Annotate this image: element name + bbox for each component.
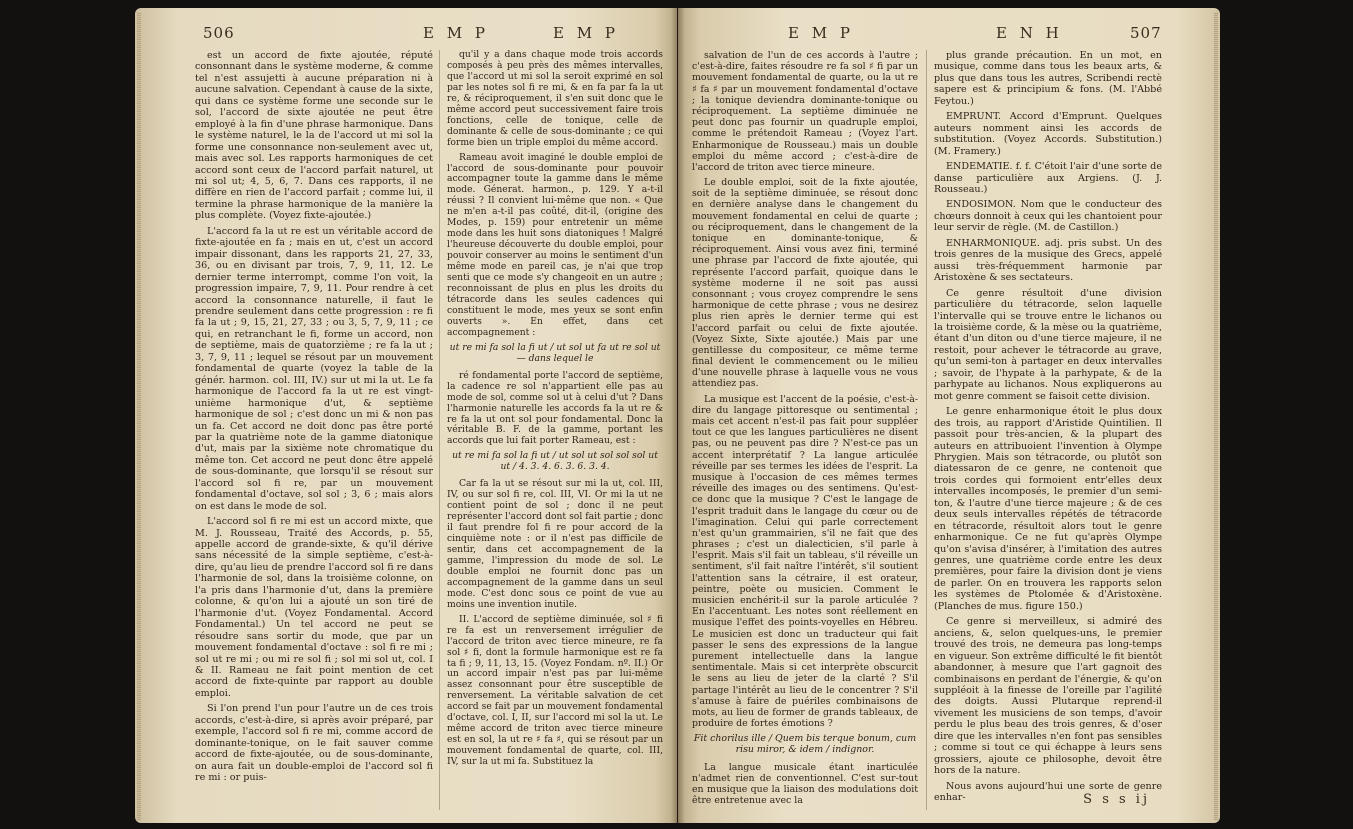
paragraph: Le genre enharmonique étoit le plus doux des trois, au rapport d'Aristide Quintilien. Il passoit pour très-ancien, & la plupart des auteurs en attribuoient l'invention à Olympe Phrygien. Mais son tétracorde, ou plutôt son diatessaron de ce genre, ne contenoit que trois cordes qui formoient entr'elles deux intervalles incomposés, le premier d'un semi-ton, & l'autre d'une tierce majeure ; & de ces deux seuls intervalles répétés de tétracorde en tétracorde, résultoit alors tout le genre enharmonique. Ce ne fut qu'après Olympe qu'on s'avisa d'insérer, à l'imitation des autres genres, une quatrième corde entre les deux premières, pour faire la division dont je viens de parler. On en trouvera les rapports selon les systèmes de Ptolomée & d'Aristoxène. (Planches de mus. figure 150.) [934,406,1162,612]
right-page [678,8,1220,823]
dictionary-entry: ENHARMONIQUE. adj. pris subst. Un des trois genres de la musique des Grecs, appelé aussi très-fréquemment harmonie par Aristoxène & ses sectateurs. [934,237,1162,284]
open-book [135,8,1220,823]
running-head-secondary: E M P [788,24,854,42]
paragraph: L'accord sol fi re mi est un accord mixte, que M. J. Rousseau, Traité des Accords, p. 55, appelle accord de grande-sixte, & qu'il dérive sans nécessité de la simple septième, c'est-à-dire, qu'au lieu de prendre l'accord sol fi re dans l'harmonie de sol, dans la troisième colonne, on l'a pris dans l'harmonie d'ut, dans la première colonne, & qu'on lui a ajouté un son tiré de l'harmonie d'ut. (Voyez Fondamental. Accord Fondamental.) Un tel accord ne peut se résoudre sans sortir du mode, que par un mouvement fondamental d'octave : sol fi re mi ; sol ut re mi ; ou mi re sol fi ; sol mi sol ut, col. I & II. Rameau ne fait point mention de cet accord de fixte-quinte par rapport au double emploi. [195,516,433,699]
paragraph: La musique est l'accent de la poésie, c'est-à-dire du langage pittoresque ou sentimental ; mais cet accent n'est-il pas fait pour suppléer tout ce que les langues particulières ne disent pas, ou ne peuvent pas dire ? N'est-ce pas un accent interprétatif ? La langue articulée réveille par ses termes les idées de l'esprit. La musique à l'occasion de ces mêmes termes réveille des images ou des sentimens. Qu'est-ce donc que la musique ? C'est le langage de l'esprit traduit dans le langage du cœur ou de l'imagination. Celui qui parle correctement n'est qu'un grammairien, s'il ne fait que des phrases ; c'est un dialecticien, s'il parle à l'esprit. Mais s'il fait un tableau, s'il réveille un sentiment, s'il fait naître l'intérêt, s'il soutient l'attention sans la cétraire, il est orateur, peintre, poète ou musicien. Comment le musicien enchérit-il sur la parole articulée ? En l'accentuant. Les notes sont réellement en musique l'effet des points-voyelles en Hébreu. Le musicien est donc un traducteur qui fait passer le sens des expressions de la langue purement intellectuelle dans la langue sentimentale. Mais si cet interprète obscurcit le sens au lieu de jeter de la clarté ? S'il partage l'intérêt au lieu de le concentrer ? S'il s'amuse à faire de puériles combinaisons de mots, au lieu de former de grands tableaux, de produire de fortes émotions ? [692,393,918,730]
paragraph: Ce genre si merveilleux, si admiré des anciens, &, selon quelques-uns, le premier trouvé des trois, ne demeura pas long-temps en vigueur. Son extrême difficulté le fit bientôt abandonner, à mesure que l'art gagnoit des combinaisons en perdant de l'énergie, & qu'on suppléoit à la finesse de l'oreille par l'agilité des doigts. Aussi Plutarque reprend-il vivement les musiciens de son temps, d'avoir perdu le plus beau des trois genres, & d'oser dire que les intervalles n'en font pas sensibles ; comme si tout ce qui échappe à leurs sens grossiers, ajoute ce philosophe, devoit être hors de la nature. [934,616,1162,777]
paragraph: Ce genre résultoit d'une division particulière du tétracorde, selon laquelle l'intervalle qui se trouve entre le lichanos ou la troisième corde, & la mèse ou la quatrième, étant d'un diton ou d'une tierce majeure, il ne restoit, pour achever le tétracorde au grave, qu'un semi-ton à partager en deux intervalles ; savoir, de l'hypate à la parhypate, & de la parhypate au lichanos. Nous expliquerons au mot genre comment se faisoit cette division. [934,287,1162,402]
paragraph: II. L'accord de septième diminuée, sol ♯ fi re fa est un renversement irrégulier de l'accord de triton avec tierce mineure, re fa sol ♯ fi, dont la formule harmonique est re fa ta fi ; 9, 11, 13, 15. (Voyez Fondam. nº. II.) Or un accord impair n'est pas par lui-même assez consonnant pour être susceptible de renversement. La véritable salvation de cet accord se fait par un mouvement fondamental d'octave, col. I, II, sur l'accord mi sol la ut. Le même accord de triton avec tierce mineure est en sol, la ut re ♯ fa ♯, qui se résout par un mouvement fondamental de quarte, col. III, IV, sur la ut mi fa. Substituez la [447,613,663,768]
paragraph: qu'il y a dans chaque mode trois accords composés à peu près des mêmes intervalles, que l'accord ut mi sol la seroit exprimé en sol par les notes sol fi re mi, & en fa par fa la ut re, & réciproquement, il s'en suit donc que le même accord peut successivement faire trois fonctions, celle de tonique, celle de dominante & celle de sous-dominante ; ce qui forme bien un triple emploi du même accord. [447,49,663,148]
column-2 [447,50,663,772]
paragraph: La langue musicale étant inarticulée n'admet rien de conventionnel. C'est sur-tout en musique que la liaison des modulations doit être entretenue avec la [692,761,918,807]
paragraph: Le double emploi, soit de la fixte ajoutée, soit de la septième diminuée, se résout donc en dernière analyse dans le changement du mouvement fondamental en celui de quarte ; ou réciproquement, dans le changement de la tonique en dominante-tonique, & réciproquement. Ainsi vous avez fini, terminé une phrase par l'accord de fixte ajoutée, qui représente l'accord parfait, quoique dans le système moderne il ne soit pas aussi consonnant ; vous croyez comprendre le sens harmonique de cette phrase ; vous ne desirez plus rien après le dernier terme qui est l'accord parfait ou celui de fixte ajoutée. (Voyez Sixte, Sixte ajoutée.) Mais par une gentillesse du compositeur, ce même terme final devient le commencement ou le milieu d'une nouvelle phrase à laquelle vous ne vous attendiez pas. [692,177,918,390]
running-head-secondary: E M P [553,24,619,42]
paragraph: plus grande précaution. En un mot, en musique, comme dans tous les beaux arts, & plus que dans tous les autres, Scribendi rectè sapere est & principium & fons. (M. l'Abbé Feytou.) [934,50,1162,107]
column-4 [934,50,1162,808]
column-1 [195,50,433,788]
paragraph: Si l'on prend l'un pour l'autre un de ces trois accords, c'est-à-dire, si après avoir préparé, par exemple, l'accord sol fi re mi, comme accord de dominante-tonique, on le fait sauver comme accord de fixte-ajoutée, ou de sous-dominante, on aura fait un double-emploi de l'accord sol fi re mi : or puis- [195,703,433,784]
paragraph: est un accord de fixte ajoutée, réputé consonnant dans le système moderne, & comme tel n'est assujetti à aucune préparation ni à aucune salvation. Cependant à cause de la sixte, qui dans ce système forme une seconde sur le sol, l'accord de sixte ajoutée ne peut être employé à la fin d'une phrase harmonique. Dans le système naturel, le la de l'accord ut mi sol la forme une consonnance non-seulement avec ut, mais avec sol. Les rapports harmoniques de cet accord sont ceux de l'accord parfait naturel, ut mi sol ut; 4, 5, 6, 7. Dans ces rapports, il ne diffère en rien de l'accord parfait ; comme lui, il termine la phrase harmonique de la manière la plus complète. (Voyez fixte-ajoutée.) [195,50,433,222]
running-head: E M P [423,24,489,42]
column-rule [439,50,440,810]
right-running-header [678,24,1220,46]
paragraph: ré fondamental porte l'accord de septième, la cadence re sol n'appartient elle pas au mode de sol, comme sol ut à celui d'ut ? Dans l'harmonie naturelle les accords fa la ut re & re fa la ut ont sol pour fondamental. Donc la véritable B. F. de la gamme, portant les accords que lui fait porter Rameau, est : [447,369,663,447]
left-page [135,8,677,823]
paragraph: Nous avons aujourd'hui une sorte de genre enhar- [934,780,1162,804]
music-example: ut re mi fa sol la fi ut / ut sol ut fa ut re sol ut — dans lequel le [449,341,661,364]
page-number: 506 [203,24,235,42]
paragraph: salvation de l'un de ces accords à l'autre ; c'est-à-dire, faites résoudre re fa sol ♯ fi par un mouvement fondamental de quarte, ou la ut re ♯ fa ♯ par un mouvement fondamental d'octave ; la tonique deviendra dominante-tonique ou réciproquement. La septième diminuée ne peut donc pas fournir un quadruple emploi, comme le prétendoit Rameau ; (Voyez l'art. Enharmonique de Rousseau.) mais un double emploi du même accord ; c'est-à-dire de l'accord de triton avec tierce mineure. [692,50,918,173]
page-edge [137,12,141,820]
paragraph: Car fa la ut se résout sur mi la ut, col. III, IV, ou sur sol fi re, col. III, VI. Or mi la ut ne contient point de sol ; donc il ne peut représenter l'accord dont sol fait partie ; donc il faut prendre fol fi re pour accord de la cinquième note : or il n'est pas difficile de sentir, dans cet accompagnement de la gamme, l'impression du mode de sol. Le double emploi ne fournit donc pas un accompagnement de la gamme dans un seul mode. C'est donc sous ce point de vue au moins une invention inutile. [447,478,663,610]
page-number: 507 [1130,24,1162,42]
latin-quotation: Fit chorilus ille / Quem bis terque bonum, cum risu miror, & idem / indignor. [693,733,917,756]
signature-mark: S s s ij [1083,792,1150,807]
dictionary-entry: ENDOSIMON. Nom que le conducteur des chœurs donnoit à ceux qui les chantoient pour leur servir de règle. (M. de Castillon.) [934,199,1162,234]
column-3 [692,50,918,810]
music-example: ut re mi fa sol la fi ut / ut sol ut sol sol sol ut ut / 4. 3. 4. 6. 3. 6. 3. 4. [452,450,658,473]
paragraph: Rameau avoit imaginé le double emploi de l'accord de sous-dominante pour pouvoir accompagner toute la gamme dans le même mode. Génerat. harmon., p. 129. Y a-t-il réussi ? Il convient lui-même que non. « Que ne m'en a-t-il pas coûté, dit-il, (origine des Modes, p. 159) pour entretenir un même mode dans les huit sons diatoniques ! Malgré l'heureuse découverte du double emploi, pour pouvoir conserver au moins le sentiment d'un même mode en pareil cas, je n'ai que trop senti que ce mode s'y changeoit en un autre ; reconnoissant de plus en plus les droits du tétracorde dans les seules cadences qui constituent le mode, mes yeux se sont enfin ouverts ». En effet, dans cet accompagnement : [447,151,663,338]
dictionary-entry: EMPRUNT. Accord d'Emprunt. Quelques auteurs nomment ainsi les accords de substitution. (Voyez Accords. Substitution.) (M. Framery.) [934,111,1162,157]
dictionary-entry: ENDEMATIE. f. f. C'étoit l'air d'une sorte de danse particulière aux Argiens. (J. J. Rousseau.) [934,161,1162,195]
left-running-header [135,24,677,46]
running-head: E N H [996,24,1063,42]
paragraph: L'accord fa la ut re est un véritable accord de fixte-ajoutée en fa ; mais en ut, c'est un accord impair dissonant, dans les rapports 21, 27, 33, 36, ou en divisant par trois, 7, 9, 11, 12. Le dernier terme interrompt, comme l'on voit, la progression impaire, 7, 9, 11. Pour rendre à cet accord la consonnance naturelle, il faut le prendre seulement dans cette progression : re fi fa la ut ; 9, 15, 21, 27, 33 ; ou 3, 5, 7, 9, 11 ; ce qui, en retranchant le fi, forme un accord, non de septième, mais de quatorzième ; re fa la ut ; 3, 7, 9, 11 ; lequel se résout par un mouvement fondamental de quarte (voyez la table de la génér. harmon. col. III, IV.) sur ut mi la ut. Le fa harmonique de l'accord fa la ut re est vingt-unième harmonique d'ut, & septième harmonique de sol ; c'est donc un mi & non pas un fa. Cet accord ne doit donc pas être porté par la quatrième note de la gamme diatonique d'ut, mais par la sixième note chromatique du même ton. Cet accord ne peut donc être appelé de sous-dominante, que lorsqu'il se résout sur l'accord sol fi re, par un mouvement fondamental d'octave, sol sol ; 3, 6 ; mais alors on est dans le mode de sol. [195,225,433,512]
page-edge [1214,12,1218,820]
column-rule [926,50,927,810]
book-gutter [671,8,685,823]
